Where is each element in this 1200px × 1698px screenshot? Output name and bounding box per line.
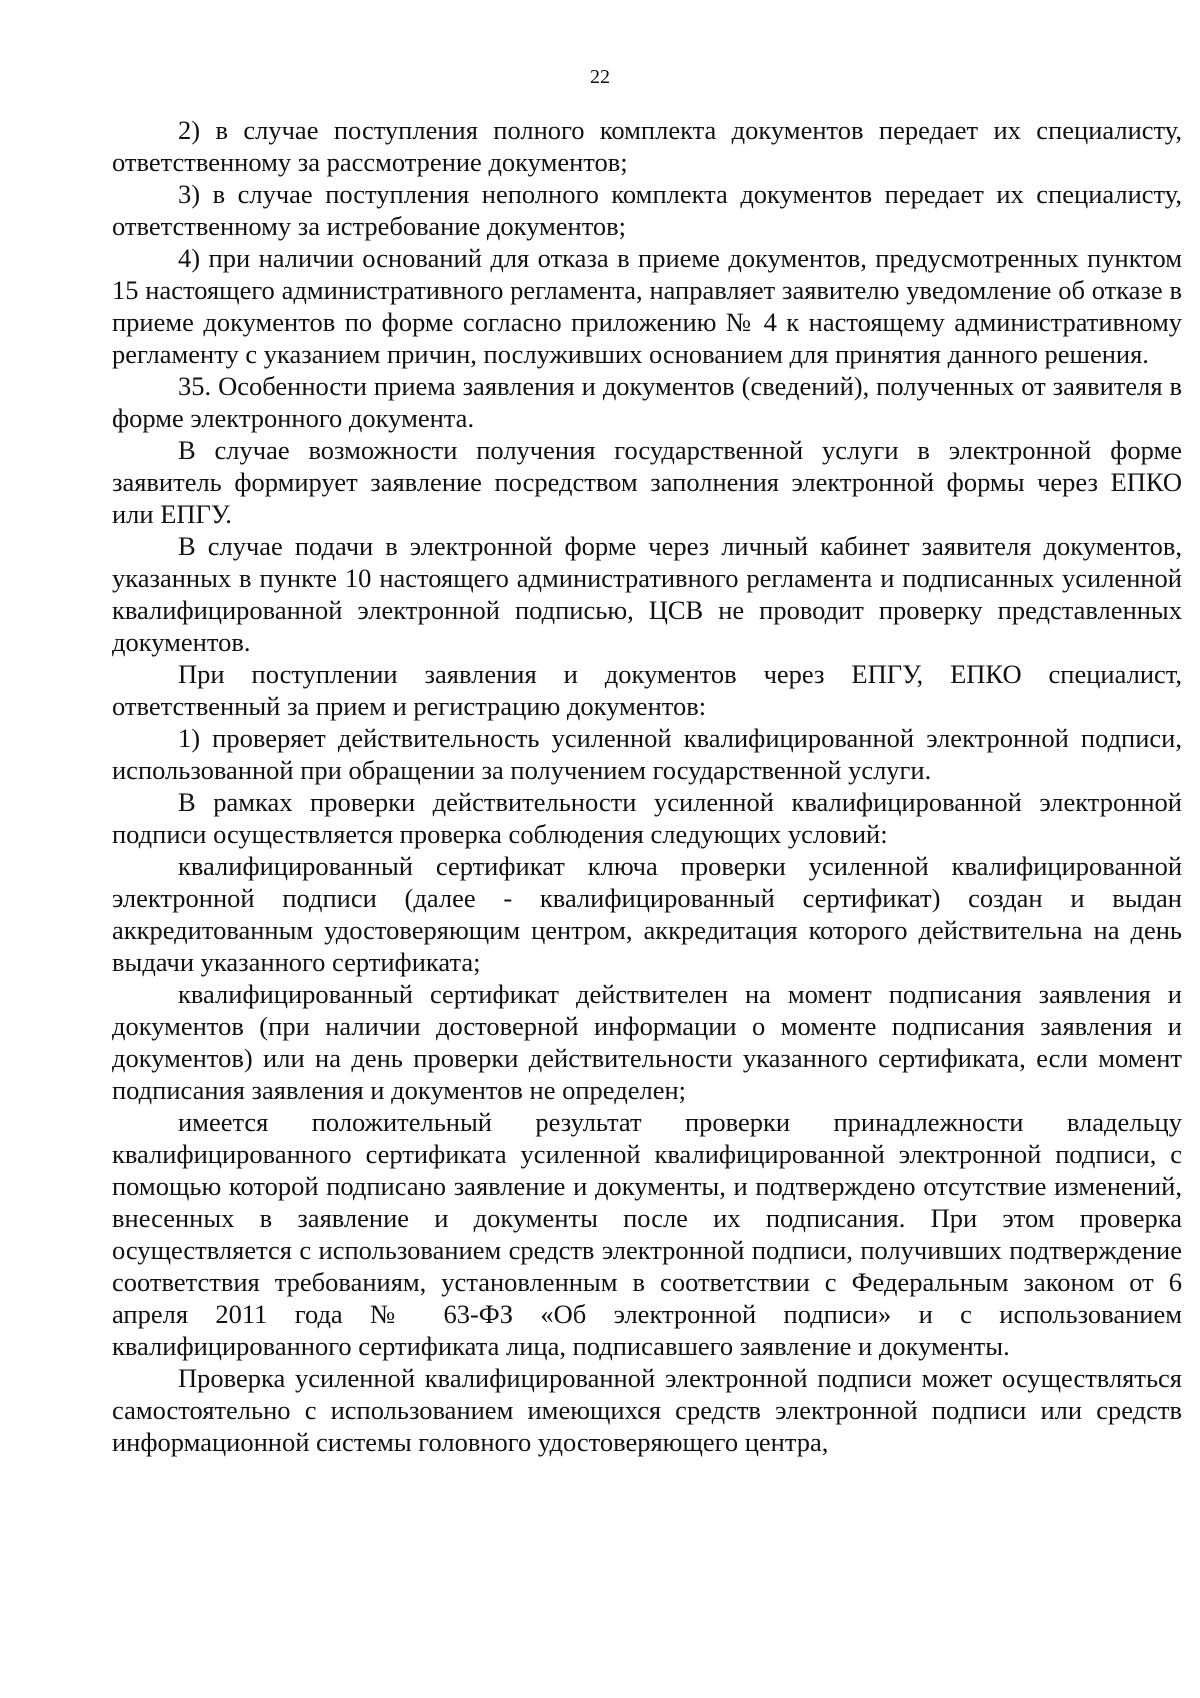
paragraph: Проверка усиленной квалифицированной электронной подписи может осуществляться самостоятельно с использованием имеющихся средств электронной подписи или средств информационной системы головного удостоверяющего центра, (112, 1363, 1182, 1457)
paragraph: В случае подачи в электронной форме через личный кабинет заявителя документов, указанных в пункте 10 настоящего административного регламента и подписанных усиленной квалифицированной электронной подписью, ЦСВ не проводит проверку представленных документов. (112, 531, 1182, 657)
paragraph: В случае возможности получения государственной услуги в электронной форме заявитель формирует заявление посредством заполнения электронной формы через ЕПКО или ЕПГУ. (112, 435, 1182, 529)
document-body (112, 114, 1182, 1458)
paragraph: 3) в случае поступления неполного комплекта документов передает их специалисту, ответственному за истребование документов; (112, 179, 1182, 241)
paragraph: квалифицированный сертификат ключа проверки усиленной квалифицированной электронной подписи (далее - квалифицированный сертификат) создан и выдан аккредитованным удостоверяющим центром, аккредитация которого действительна на день выдачи указанного сертификата; (112, 851, 1182, 977)
paragraph: При поступлении заявления и документов через ЕПГУ, ЕПКО специалист, ответственный за прием и регистрацию документов: (112, 659, 1182, 721)
page-number: 22 (590, 66, 610, 88)
paragraph: В рамках проверки действительности усиленной квалифицированной электронной подписи осуществляется проверка соблюдения следующих условий: (112, 787, 1182, 849)
paragraph: 1) проверяет действительность усиленной квалифицированной электронной подписи, использованной при обращении за получением государственной услуги. (112, 723, 1182, 785)
paragraph: имеется положительный результат проверки принадлежности владельцу квалифицированного сертификата усиленной квалифицированной электронной подписи, с помощью которой подписано заявление и документы, и подтверждено отсутствие изменений, внесенных в заявление и документы после их подписания. При этом проверка осуществляется с использованием средств электронной подписи, получивших подтверждение соответствия требованиям, установленным в соответствии с Федеральным законом от 6 апреля 2011 года № 63-ФЗ «Об электронной подписи» и с использованием квалифицированного сертификата лица, подписавшего заявление и документы. (112, 1107, 1182, 1361)
paragraph: 35. Особенности приема заявления и документов (сведений), полученных от заявителя в форме электронного документа. (112, 371, 1182, 433)
paragraph: квалифицированный сертификат действителен на момент подписания заявления и документов (при наличии достоверной информации о моменте подписания заявления и документов) или на день проверки действительности указанного сертификата, если момент подписания заявления и документов не определен; (112, 979, 1182, 1105)
paragraph: 2) в случае поступления полного комплекта документов передает их специалисту, ответственному за рассмотрение документов; (112, 115, 1182, 177)
paragraph: 4) при наличии оснований для отказа в приеме документов, предусмотренных пунктом 15 настоящего административного регламента, направляет заявителю уведомление об отказе в приеме документов по форме согласно приложению № 4 к настоящему административному регламенту с указанием причин, послуживших основанием для принятия данного решения. (112, 243, 1182, 369)
